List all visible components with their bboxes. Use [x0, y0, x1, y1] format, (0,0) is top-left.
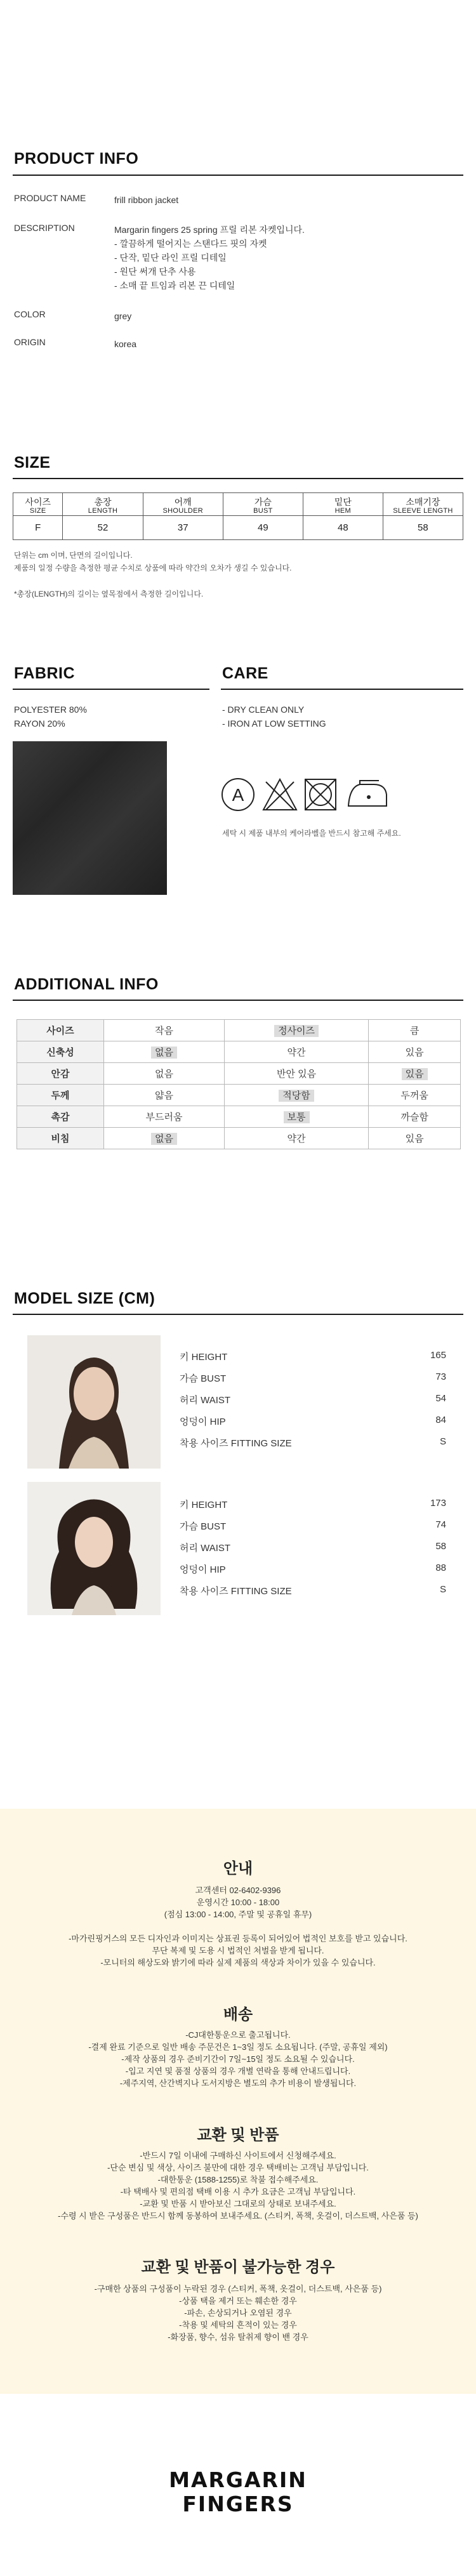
additional-row-stretch — [17, 1041, 461, 1063]
additional-row-size — [17, 1020, 461, 1041]
product-info-divider — [13, 175, 463, 176]
additional-cell-selected: 적당함 — [224, 1085, 368, 1106]
dry-clean-a-icon — [222, 779, 254, 810]
additional-row-touch — [17, 1106, 461, 1128]
model-stat-row: 허리 WAIST 58 — [180, 1541, 446, 1554]
size-header-row — [13, 493, 463, 516]
svg-text:A: A — [232, 785, 244, 805]
return-line: -타 택배사 및 편의점 택배 이용 시 추가 요금은 고객님 부담입니다. — [120, 2187, 356, 2196]
shipping-title: 배송 — [223, 2006, 253, 2023]
guide-line: 고객센터 02-6402-9396 — [195, 1886, 281, 1895]
noreturn-line: -파손, 손상되거나 오염된 경우 — [184, 2308, 292, 2318]
size-header-cell: 사이즈 SIZE — [13, 493, 63, 516]
model-stat-row: 착용 사이즈 FITTING SIZE S — [180, 1436, 446, 1449]
guide-title: 안내 — [223, 1860, 253, 1877]
shipping-line: -제작 상품의 경우 준비기간이 7일~15일 정도 소요될 수 있습니다. — [121, 2054, 355, 2064]
care-line: - IRON AT LOW SETTING — [222, 718, 326, 729]
guide-line: (점심 13:00 - 14:00, 주말 및 공휴일 휴무) — [164, 1910, 312, 1919]
description-line: - 깔끔하게 떨어지는 스탠다드 핏의 자켓 — [114, 239, 267, 249]
noreturn-line: -상품 택을 제거 또는 훼손한 경우 — [179, 2296, 297, 2306]
size-cell: 52 — [63, 516, 143, 540]
model-stat-row: 엉덩이 HIP 84 — [180, 1415, 446, 1427]
size-note: 단위는 cm 이며, 단면의 길이입니다. — [14, 551, 133, 560]
additional-cell-selected: 있음 — [369, 1063, 461, 1085]
additional-cell-selected: 없음 — [104, 1128, 225, 1149]
additional-row-label: 안감 — [17, 1063, 104, 1085]
return-line: -대한통운 (1588-1255)로 착불 접수해주세요. — [157, 2175, 319, 2184]
fabric-title: FABRIC — [14, 664, 76, 682]
size-value-row — [13, 516, 463, 540]
shipping-line: -CJ대한통운으로 출고됩니다. — [185, 2030, 291, 2040]
size-header-cell: 소매기장 SLEEVE LENGTH — [383, 493, 463, 516]
additional-cell: 큼 — [369, 1020, 461, 1041]
additional-cell: 부드러움 — [104, 1106, 225, 1128]
additional-row-label: 촉감 — [17, 1106, 104, 1128]
additional-cell: 없음 — [104, 1063, 225, 1085]
model-stat-row: 가슴 BUST 73 — [180, 1371, 446, 1384]
guide-line: 운영시간 10:00 - 18:00 — [196, 1898, 280, 1907]
notice-box — [0, 1809, 476, 2394]
additional-cell: 작음 — [104, 1020, 225, 1041]
additional-cell-selected: 없음 — [104, 1041, 225, 1063]
size-title: SIZE — [14, 454, 51, 472]
model-stat-row: 착용 사이즈 FITTING SIZE S — [180, 1584, 446, 1597]
additional-cell: 약간 — [224, 1128, 368, 1149]
additional-cell: 있음 — [369, 1041, 461, 1063]
color-label: COLOR — [14, 309, 46, 319]
size-note: *총장(LENGTH)의 길이는 옆목점에서 측정한 길이입니다. — [14, 590, 204, 598]
description-value — [114, 223, 457, 293]
model-photo-2 — [27, 1482, 161, 1615]
additional-cell: 얇음 — [104, 1085, 225, 1106]
model-stat-row: 가슴 BUST 74 — [180, 1519, 446, 1532]
description-line: - 단작, 밑단 라인 프릴 디테일 — [114, 253, 227, 263]
size-header-cell: 가슴 BUST — [223, 493, 303, 516]
guide-line: 무단 복제 및 도용 시 법적인 처벌을 받게 됩니다. — [152, 1946, 324, 1955]
additional-info-title: ADDITIONAL INFO — [14, 975, 159, 993]
additional-cell: 있음 — [369, 1128, 461, 1149]
additional-row-label: 신축성 — [17, 1041, 104, 1063]
brand-logo-line1: MARGARIN — [169, 2467, 307, 2492]
description-line: - 원단 써개 단추 사용 — [114, 267, 196, 277]
size-cell: 48 — [303, 516, 383, 540]
additional-row-lining — [17, 1063, 461, 1085]
size-header-cell: 어깨 SHOULDER — [143, 493, 223, 516]
return-line: -반드시 7일 이내에 구매하신 사이트에서 신청해주세요. — [140, 2151, 336, 2160]
model-size-divider — [13, 1314, 463, 1315]
no-bleach-icon — [263, 779, 296, 810]
size-header-cell: 총장 LENGTH — [63, 493, 143, 516]
additional-cell-selected: 보통 — [224, 1106, 368, 1128]
return-line: -교환 및 반품 시 받아보신 그대로의 상태로 보내주세요. — [140, 2199, 336, 2209]
size-cell: 37 — [143, 516, 223, 540]
additional-row-thickness — [17, 1085, 461, 1106]
additional-cell: 두꺼움 — [369, 1085, 461, 1106]
fabric-line: POLYESTER 80% — [14, 704, 87, 715]
product-name-label: PRODUCT NAME — [14, 193, 86, 203]
care-title: CARE — [222, 664, 268, 682]
description-line: - 소매 끝 트임과 리본 끈 디테일 — [114, 281, 235, 291]
color-value: grey — [114, 311, 132, 321]
noreturn-line: -화장품, 향수, 섬유 탈취제 향이 밴 경우 — [168, 2332, 308, 2342]
additional-cell: 반안 있음 — [224, 1063, 368, 1085]
additional-info-table — [17, 1019, 461, 1149]
guide-line: -마가린핑거스의 모든 디자인과 이미지는 상표권 등록이 되어있어 법적인 보호를 받고 있습니다. — [69, 1934, 407, 1943]
no-tumble-dry-icon — [305, 779, 336, 810]
size-divider — [13, 478, 463, 479]
product-info-title: PRODUCT INFO — [14, 150, 139, 168]
guide-line: -모니터의 해상도와 밝기에 따라 실제 제품의 색상과 차이가 있을 수 있습니다. — [100, 1958, 376, 1967]
care-note: 세탁 시 제품 내부의 케어라벨을 반드시 참고해 주세요. — [222, 829, 401, 838]
model-stat-row: 키 HEIGHT 165 — [180, 1350, 446, 1363]
additional-cell: 약간 — [224, 1041, 368, 1063]
origin-value: korea — [114, 339, 137, 349]
description-label: DESCRIPTION — [14, 223, 75, 233]
return-line: -단순 변심 및 색상, 사이즈 불만에 대한 경우 택배비는 고객님 부담입니다. — [107, 2163, 369, 2172]
model-stat-row: 엉덩이 HIP 88 — [180, 1562, 446, 1575]
shipping-line: -입고 지연 및 품절 상품의 경우 개별 연락을 통해 안내드립니다. — [125, 2066, 351, 2076]
origin-label: ORIGIN — [14, 337, 46, 347]
size-note: 제품의 일정 수량을 측정한 평균 수치로 상품에 따라 약간의 오차가 생길 수 있습니다. — [14, 564, 292, 572]
size-cell: 58 — [383, 516, 463, 540]
care-icons — [219, 776, 390, 814]
fabric-swatch-image — [13, 741, 167, 895]
model-stat-row: 키 HEIGHT 173 — [180, 1498, 446, 1510]
care-divider — [221, 689, 463, 690]
model-stat-row: 허리 WAIST 54 — [180, 1393, 446, 1406]
iron-low-icon — [348, 781, 387, 806]
additional-cell: 까슬함 — [369, 1106, 461, 1128]
size-cell: 49 — [223, 516, 303, 540]
shipping-line: -결제 완료 기준으로 일반 배송 주문건은 1~3일 정도 소요됩니다. (주말, 공휴일 제외) — [88, 2042, 388, 2052]
additional-row-label: 비침 — [17, 1128, 104, 1149]
additional-cell-selected: 정사이즈 — [224, 1020, 368, 1041]
return-title: 교환 및 반품 — [197, 2127, 279, 2144]
additional-row-sheer — [17, 1128, 461, 1149]
additional-row-label: 두께 — [17, 1085, 104, 1106]
model-photo-1 — [27, 1335, 161, 1469]
noreturn-title: 교환 및 반품이 불가능한 경우 — [141, 2259, 335, 2276]
additional-info-divider — [13, 1000, 463, 1001]
model-size-title: MODEL SIZE (CM) — [14, 1290, 155, 1307]
noreturn-line: -착용 및 세탁의 흔적이 있는 경우 — [179, 2320, 297, 2330]
description-row — [14, 223, 458, 299]
description-line: Margarin fingers 25 spring 프릴 리본 자켓입니다. — [114, 225, 305, 235]
brand-logo-line2: FINGERS — [182, 2492, 294, 2516]
size-table — [13, 492, 463, 540]
shipping-line: -제주지역, 산간벽지나 도서지방은 별도의 추가 비용이 발생됩니다. — [119, 2078, 357, 2088]
noreturn-line: -구매한 상품의 구성품이 누락된 경우 (스티커, 폭책, 옷걸이, 더스트백, 사은품 등) — [94, 2284, 382, 2294]
care-line: - DRY CLEAN ONLY — [222, 704, 305, 715]
product-name-value: frill ribbon jacket — [114, 195, 179, 205]
fabric-divider — [13, 689, 209, 690]
size-header-cell: 밑단 HEM — [303, 493, 383, 516]
size-cell: F — [13, 516, 63, 540]
return-line: -수령 시 받은 구성품은 반드시 함께 동봉하여 보내주세요. (스티커, 폭책, 옷걸이, 더스트백, 사은품 등) — [58, 2211, 418, 2221]
fabric-line: RAYON 20% — [14, 718, 65, 729]
additional-row-label: 사이즈 — [17, 1020, 104, 1041]
